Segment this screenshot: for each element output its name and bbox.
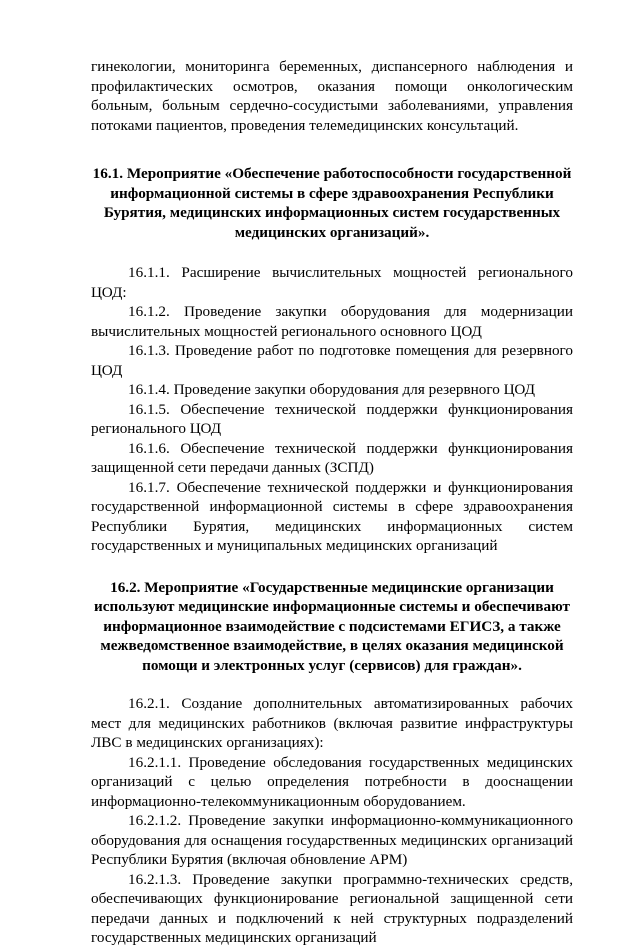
item-16-2-1-1: 16.2.1.1. Проведение обследования государственных медицинских организаций с целью определения потребности в дооснащении информационно-телекоммуникационным оборудованием. — [91, 753, 573, 810]
item-16-1-5: 16.1.5. Обеспечение технической поддержки функционирования регионального ЦОД — [91, 400, 573, 437]
item-16-1-3: 16.1.3. Проведение работ по подготовке помещения для резервного ЦОД — [91, 342, 573, 379]
intro-paragraph: гинекологии, мониторинга беременных, диспансерного наблюдения и профилактических осмотров, оказания помощи онкологическим больным, больным сердечно-сосудистыми заболеваниями, управления потоками пациентов, проведения телемедицинских консультаций. — [91, 58, 573, 134]
section-16-1-heading: 16.1. Мероприятие «Обеспечение работоспособности государственной информационной системы в сфере здравоохранения Республики Бурятия, медицинских информационных систем государственных медицинских организаций». — [92, 165, 572, 241]
item-16-1-2: 16.1.2. Проведение закупки оборудования для модернизации вычислительных мощностей регионального основного ЦОД — [91, 303, 573, 340]
item-16-2-1-2: 16.2.1.2. Проведение закупки информационно-коммуникационного оборудования для оснащения государственных медицинских организаций Республики Бурятия (включая обновление АРМ) — [91, 812, 573, 868]
item-16-1-6: 16.1.6. Обеспечение технической поддержки функционирования защищенной сети передачи данных (ЗСПД) — [91, 439, 573, 476]
document-page — [91, 57, 573, 948]
item-16-1-4: 16.1.4. Проведение закупки оборудования для резервного ЦОД — [128, 381, 535, 398]
item-16-2-1-3: 16.2.1.3. Проведение закупки программно-технических средств, обеспечивающих функционирование региональной защищенной сети передачи данных и подключений к ней структурных подразделений государственных медицинских организаций — [91, 870, 573, 946]
item-16-2-1: 16.2.1. Создание дополнительных автоматизированных рабочих мест для медицинских работников (включая развитие инфраструктуры ЛВС в медицинских организациях): — [91, 695, 573, 751]
item-16-1-7: 16.1.7. Обеспечение технической поддержки и функционирования государственной информационной системы в сфере здравоохранения Республики Бурятия, медицинских информационных систем государственных и муниципальных медицинских организаций — [91, 478, 573, 554]
section-16-2-heading: 16.2. Мероприятие «Государственные медицинские организации используют медицинские информационные системы и обеспечивают информационное взаимодействие с подсистемами ЕГИСЗ, а также межведомственное взаимодействие, в целях оказания медицинской помощи и электронных услуг (сервисов) для граждан». — [94, 578, 570, 674]
item-16-1-1: 16.1.1. Расширение вычислительных мощностей регионального ЦОД: — [91, 264, 573, 301]
